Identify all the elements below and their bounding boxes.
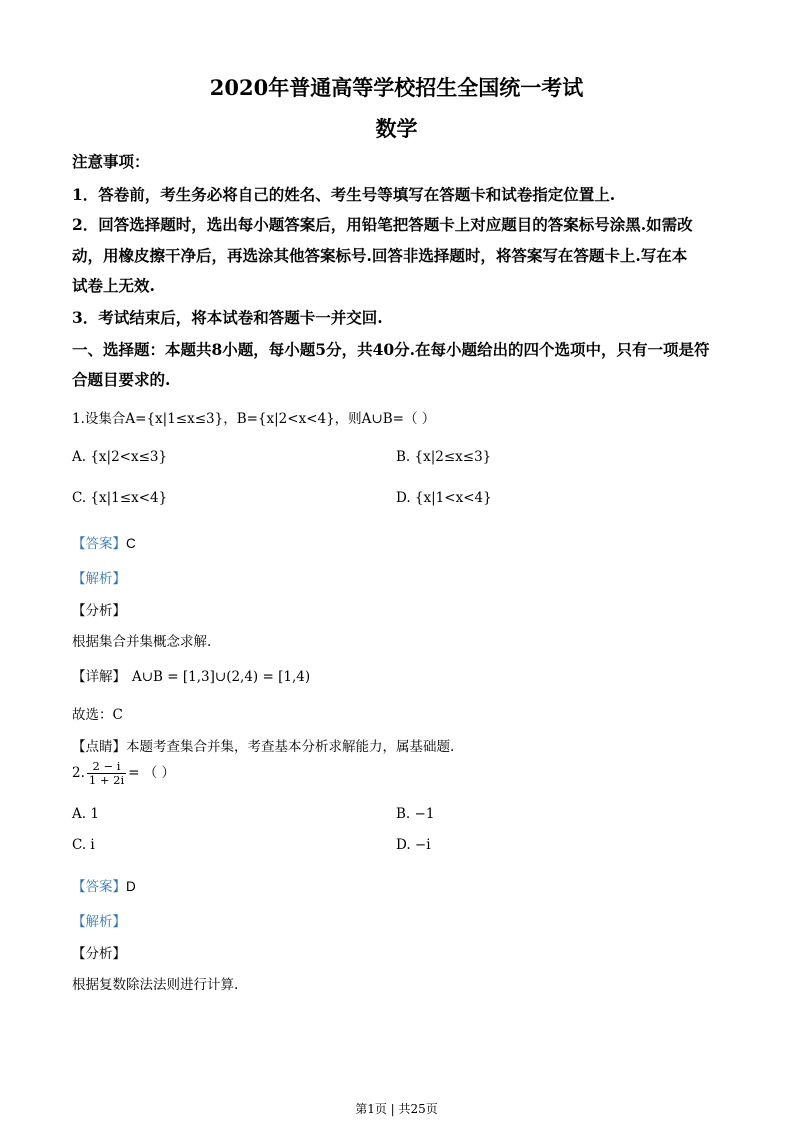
question-1-detail <box>72 665 310 685</box>
page-footer: 第1页 | 共25页 <box>355 1102 438 1116</box>
notes-item-2-line-2: 动，用橡皮擦干净后，再选涂其他答案标号.回答非选择题时，将答案写在答题卡上.写在本 <box>72 246 688 265</box>
section-heading-line-2: 合题目要求的. <box>72 370 171 389</box>
question-1-stem: 1.设集合A={x|1≤x≤3}，B={x|2<x<4}，则A∪B=（ ） <box>72 411 436 427</box>
comment-text: 本题考查集合并集，考查基本分析求解能力，属基础题. <box>126 739 455 755</box>
question-1-comment <box>72 735 454 755</box>
question-2-answer <box>72 875 136 895</box>
question-2-option-d: D. −i <box>396 837 431 853</box>
question-1-analysis-label: 【解析】 <box>72 571 126 587</box>
comment-label: 【点睛】 <box>72 739 126 755</box>
question-2-stem-tail: = （ ） <box>128 765 176 781</box>
question-1-answer <box>72 532 136 552</box>
question-2-fenxi-text: 根据复数除法法则进行计算. <box>72 977 239 993</box>
question-1-fenxi-label: 【分析】 <box>72 603 126 619</box>
question-2-option-b: B. −1 <box>396 806 435 822</box>
question-1-option-c: C. {x|1≤x<4} <box>72 490 168 506</box>
notes-heading: 注意事项： <box>72 152 150 171</box>
exam-title: 2020年普通高等学校招生全国统一考试 <box>209 75 584 100</box>
question-2-option-a: A. 1 <box>72 806 99 822</box>
question-2-stem <box>72 760 175 787</box>
notes-item-2-line-3: 试卷上无效. <box>72 276 155 295</box>
question-2-option-c: C. i <box>72 837 95 853</box>
section-heading-line-1: 一、选择题：本题共8小题，每小题5分，共40分.在每小题给出的四个选项中，只有一项是符 <box>72 340 710 359</box>
question-1-option-b: B. {x|2≤x≤3} <box>396 449 492 465</box>
question-1-fenxi-text: 根据集合并集概念求解. <box>72 634 212 650</box>
detail-formula: A∪B = [1,3]∪(2,4) = [1,4) <box>132 669 311 685</box>
question-2-number: 2. <box>72 765 85 781</box>
fraction-denominator: 1 + 2i <box>88 773 125 787</box>
question-1-option-d: D. {x|1<x<4} <box>396 490 492 506</box>
answer-value: D <box>126 879 136 894</box>
notes-item-2-line-1: 2．回答选择题时，选出每小题答案后，用铅笔把答题卡上对应题目的答案标号涂黑.如需改 <box>72 215 693 234</box>
question-1-choice: 故选：C <box>72 707 123 723</box>
question-2-fraction <box>87 760 126 787</box>
question-1-option-a: A. {x|2<x≤3} <box>72 449 168 465</box>
answer-label: 【答案】 <box>72 879 126 895</box>
notes-item-1: 1．答卷前，考生务必将自己的姓名、考生号等填写在答题卡和试卷指定位置上. <box>72 185 616 204</box>
question-2-fenxi-label: 【分析】 <box>72 946 126 962</box>
fraction-numerator: 2 − i <box>87 760 126 774</box>
notes-item-3: 3．考试结束后，将本试卷和答题卡一并交回. <box>72 308 383 327</box>
question-2-analysis-label: 【解析】 <box>72 914 126 930</box>
detail-label: 【详解】 <box>72 669 126 685</box>
subject-title: 数学 <box>375 116 418 141</box>
answer-label: 【答案】 <box>72 536 126 552</box>
answer-value: C <box>126 536 136 551</box>
